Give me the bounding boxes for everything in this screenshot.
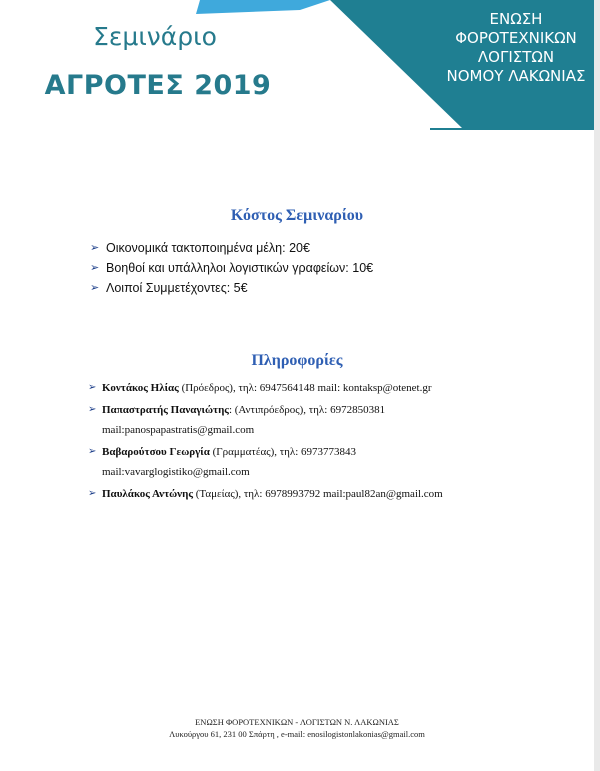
contact-details: (Ταμείας), τηλ: 6978993792 mail:paul82an@gmail.com	[192, 488, 443, 500]
list-item: ➢ Βοηθοί και υπάλληλοι λογιστικών γραφείων: 10€	[90, 258, 373, 278]
cost-heading: Κόστος Σεμιναρίου	[230, 207, 364, 224]
arrow-bullet-icon: ➢	[90, 241, 100, 254]
document-footer	[0, 716, 594, 740]
contact-name: Παυλάκος Αντώνης	[102, 488, 193, 500]
contact-email: mail:panospapastratis@gmail.com	[102, 424, 255, 436]
cost-list	[90, 238, 373, 298]
org-line: ΦΟΡΟΤΕΧΝΙΚΩΝ	[455, 29, 577, 47]
seminar-label: Σεμινάριο	[93, 22, 217, 51]
arrow-bullet-icon: ➢	[88, 404, 97, 415]
arrow-bullet-icon: ➢	[88, 488, 97, 499]
contacts-list	[88, 378, 548, 506]
viewer-margin	[594, 0, 600, 771]
contact-item	[88, 484, 548, 504]
contact-details: (Πρόεδρος), τηλ: 6947564148 mail: kontaksp@otenet.gr	[181, 382, 432, 394]
org-line: ΕΝΩΣΗ	[489, 10, 543, 28]
seminar-title: ΑΓΡΟΤΕΣ 2019	[44, 70, 272, 101]
arrow-bullet-icon: ➢	[88, 382, 97, 393]
arrow-bullet-icon: ➢	[90, 261, 100, 274]
arrow-bullet-icon: ➢	[90, 281, 100, 294]
org-line: ΝΟΜΟΥ ΛΑΚΩΝΙΑΣ	[446, 67, 586, 85]
footer-address: Λυκούργου 61, 231 00 Σπάρτη , e-mail: enosilogistonlakonias@gmail.com	[169, 729, 425, 739]
contact-item	[88, 400, 548, 440]
header-accent-stripe	[196, 0, 330, 14]
contact-details: : (Αντιπρόεδρος), τηλ: 6972850381	[228, 404, 386, 416]
arrow-bullet-icon: ➢	[88, 446, 97, 457]
org-line: ΛΟΓΙΣΤΩΝ	[477, 48, 555, 66]
contact-name: Παπαστρατής Παναγιώτης	[102, 404, 229, 416]
contact-name: Βαβαρούτσου Γεωργία	[102, 446, 210, 458]
list-item: ➢ Οικονομικά τακτοποιημένα μέλη: 20€	[90, 238, 373, 258]
contact-email: mail:vavarglogistiko@gmail.com	[102, 466, 250, 478]
info-heading: Πληροφορίες	[251, 352, 343, 369]
document-header	[0, 0, 594, 130]
contact-item	[88, 378, 548, 398]
header-bottom-band	[430, 128, 594, 130]
contact-details: (Γραμματέας), τηλ: 6973773843	[209, 446, 357, 458]
organization-name	[436, 10, 596, 86]
list-item: ➢ Λοιποί Συμμετέχοντες: 5€	[90, 278, 373, 298]
contact-name: Κοντάκος Ηλίας	[102, 382, 179, 394]
contact-item	[88, 442, 548, 482]
footer-org: ΕΝΩΣΗ ΦΟΡΟΤΕΧΝΙΚΩΝ - ΛΟΓΙΣΤΩΝ Ν. ΛΑΚΩΝΙΑΣ	[195, 717, 399, 727]
